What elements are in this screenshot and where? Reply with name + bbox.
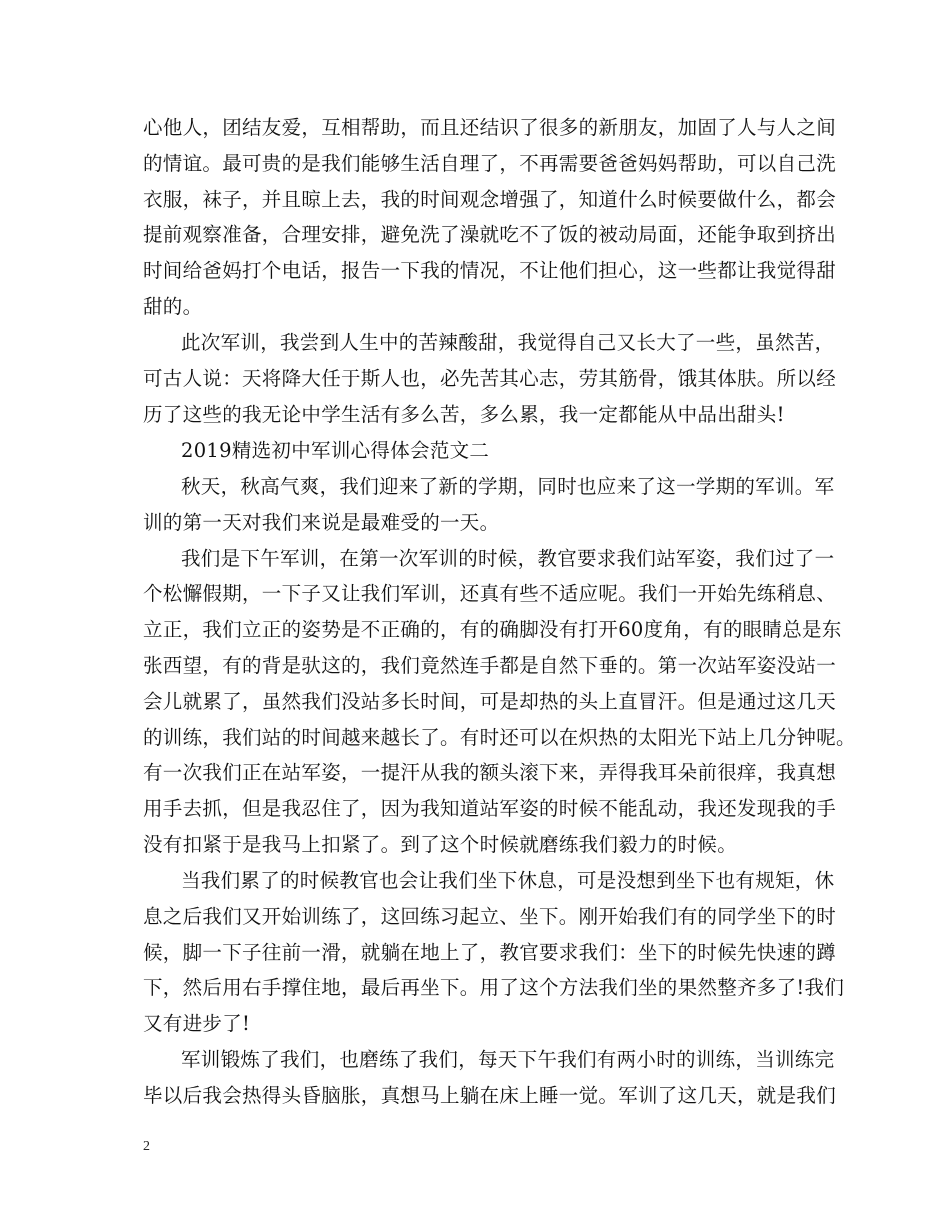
text-line: 毕以后我会热得头昏脑胀，真想马上躺在床上睡一觉。军训了这几天，就是我们 <box>143 1084 837 1107</box>
text-line: 甜的。 <box>143 295 203 318</box>
text-line: 时间给爸妈打个电话，报告一下我的情况，不让他们担心，这一些都让我觉得甜 <box>143 259 837 282</box>
page-number: 2 <box>143 1139 150 1154</box>
text-line: 又有进步了! <box>143 1012 251 1035</box>
text-line: 下，然后用右手撑住地，最后再坐下。用了这个方法我们坐的果然整齐多了!我们 <box>143 976 845 999</box>
text-line: 军训锻炼了我们，也磨练了我们，每天下午我们有两小时的训练，当训练完 <box>181 1048 835 1071</box>
section-heading: 2019精选初中军训心得体会范文二 <box>181 439 490 462</box>
text-line: 历了这些的我无论中学生活有多么苦，多么累，我一定都能从中品出甜头! <box>143 403 785 426</box>
text-line: 当我们累了的时候教官也会让我们坐下休息，可是没想到坐下也有规矩，休 <box>181 869 835 892</box>
text-line: 提前观察准备，合理安排，避免洗了澡就吃不了饭的被动局面，还能争取到挤出 <box>143 223 837 246</box>
text-line: 候，脚一下子往前一滑，就躺在地上了，教官要求我们：坐下的时候先快速的蹲 <box>143 941 837 964</box>
text-line: 可古人说：天将降大任于斯人也，必先苦其心志，劳其筋骨，饿其体肤。所以经 <box>143 367 837 390</box>
text-line: 此次军训，我尝到人生中的苦辣酸甜，我觉得自己又长大了一些，虽然苦， <box>181 331 835 354</box>
text-line: 心他人，团结友爱，互相帮助，而且还结识了很多的新朋友，加固了人与人之间 <box>143 116 837 139</box>
text-line: 用手去抓，但是我忍住了，因为我知道站军姿的时候不能乱动，我还发现我的手 <box>143 797 837 820</box>
text-line: 我们是下午军训，在第一次军训的时候，教官要求我们站军姿，我们过了一 <box>181 547 835 570</box>
text-line: 有一次我们正在站军姿，一提汗从我的额头滚下来，弄得我耳朵前很痒，我真想 <box>143 761 837 784</box>
text-line: 会儿就累了，虽然我们没站多长时间，可是却热的头上直冒汗。但是通过这几天 <box>143 690 837 713</box>
text-line: 秋天，秋高气爽，我们迎来了新的学期，同时也应来了这一学期的军训。军 <box>181 475 835 498</box>
text-line: 的情谊。最可贵的是我们能够生活自理了，不再需要爸爸妈妈帮助，可以自己洗 <box>143 152 837 175</box>
text-line: 的训练，我们站的时间越来越长了。有时还可以在炽热的太阳光下站上几分钟呢。 <box>143 726 856 749</box>
text-line: 衣服，袜子，并且晾上去，我的时间观念增强了，知道什么时候要做什么，都会 <box>143 188 837 211</box>
text-line: 训的第一天对我们来说是最难受的一天。 <box>143 511 500 534</box>
text-line: 张西望，有的背是驮这的，我们竟然连手都是自然下垂的。第一次站军姿没站一 <box>143 654 837 677</box>
text-line: 没有扣紧于是我马上扣紧了。到了这个时候就磨练我们毅力的时候。 <box>143 833 738 856</box>
text-line: 息之后我们又开始训练了，这回练习起立、坐下。刚开始我们有的同学坐下的时 <box>143 905 837 928</box>
text-line: 立正，我们立正的姿势是不正确的，有的确脚没有打开60度角，有的眼睛总是东 <box>143 618 842 641</box>
text-line: 个松懈假期，一下子又让我们军训，还真有些不适应呢。我们一开始先练稍息、 <box>143 582 837 605</box>
